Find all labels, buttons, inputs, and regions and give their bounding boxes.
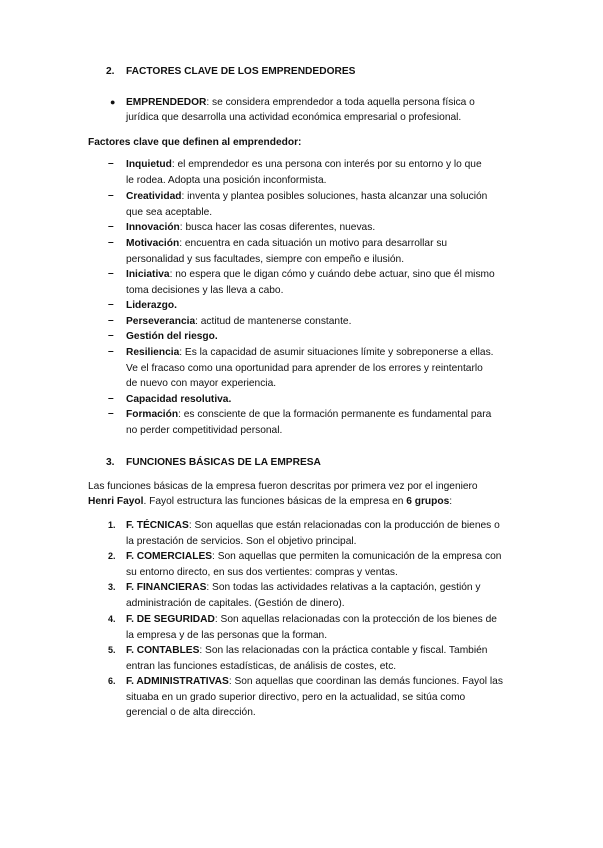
function-number: 6. — [108, 676, 116, 686]
function-term: F. ADMINISTRATIVAS — [126, 676, 229, 687]
factor-line — [126, 237, 447, 250]
bullet-icon: ● — [110, 97, 116, 107]
dash-bullet: – — [108, 299, 114, 310]
functions-intro-line-2 — [88, 495, 452, 508]
function-line — [126, 660, 396, 673]
factor-line — [126, 299, 177, 312]
section-number: 3. — [106, 457, 115, 468]
function-line — [126, 581, 480, 594]
emprendedor-term: EMPRENDEDOR — [126, 97, 207, 108]
factor-text: : es consciente de que la formación permanente es fundamental para — [178, 409, 492, 420]
dash-bullet: – — [108, 393, 114, 404]
factor-term: Gestión del riesgo. — [126, 331, 218, 342]
function-number: 3. — [108, 582, 116, 592]
dash-bullet: – — [108, 221, 114, 232]
factor-line — [126, 362, 483, 375]
dash-bullet: – — [108, 158, 114, 169]
factor-term: Formación — [126, 409, 179, 420]
function-line — [126, 566, 398, 579]
section-title: FACTORES CLAVE DE LOS EMPRENDEDORES — [126, 66, 356, 77]
function-term: F. TÉCNICAS — [126, 520, 189, 531]
function-text: administración de capitales. (Gestión de dinero). — [126, 597, 345, 609]
factor-text: : inventa y plantea posibles soluciones, hasta alcanzar una solución — [181, 191, 488, 202]
factor-text: no perder competitividad personal. — [126, 424, 283, 436]
section-title: FUNCIONES BÁSICAS DE LA EMPRESA — [126, 457, 321, 468]
factor-term: Creatividad — [126, 191, 182, 202]
intro-text: Las funciones básicas de la empresa fueron descritas por primera vez por el ingeniero — [88, 481, 478, 492]
factor-text: : busca hacer las cosas diferentes, nuevas. — [179, 222, 376, 233]
function-number: 2. — [108, 551, 116, 561]
factor-text: : actitud de mantenerse constante. — [195, 316, 352, 327]
factor-line — [126, 315, 351, 328]
six-groups: 6 grupos — [406, 496, 450, 507]
factor-line — [126, 174, 326, 187]
factor-text: : Es la capacidad de asumir situaciones límite y sobreponerse a ellas. — [179, 347, 494, 358]
factor-text: le rodea. Adopta una posición inconformista. — [126, 174, 327, 186]
dash-bullet: – — [108, 330, 114, 341]
factor-term: Iniciativa — [126, 269, 170, 280]
factor-line — [126, 190, 487, 203]
function-line — [126, 675, 503, 688]
intro-text-mid: . Fayol estructura las funciones básicas de la empresa en — [143, 496, 407, 507]
function-text: situaba en un grado superior directivo, pero en la actualidad, se sitúa como — [126, 691, 466, 703]
factor-line — [126, 221, 375, 234]
function-line — [126, 613, 497, 626]
factor-text: que sea aceptable. — [126, 206, 213, 218]
function-line — [126, 519, 500, 532]
factor-line — [126, 206, 212, 219]
factor-line — [126, 424, 282, 437]
function-line — [126, 597, 345, 610]
function-text: gerencial o de alta dirección. — [126, 707, 256, 718]
emprendedor-definition-line-1 — [126, 96, 475, 109]
intro-colon: : — [449, 496, 453, 507]
function-text: entran las funciones estadísticas, de análisis de costes, etc. — [126, 660, 397, 672]
factor-term: Liderazgo. — [126, 300, 177, 311]
factor-text: de nuevo con mayor experiencia. — [126, 378, 277, 389]
factor-line — [126, 268, 495, 281]
factor-line — [126, 158, 482, 171]
function-text: : Son las relacionadas con la práctica contable y fiscal. También — [199, 645, 488, 656]
function-text: : Son todas las actividades relativas a la captación, gestión y — [206, 582, 481, 593]
factor-text: : encuentra en cada situación un motivo para desarrollar su — [179, 238, 448, 249]
factor-line — [126, 408, 491, 421]
factor-line — [126, 346, 494, 359]
function-line — [126, 550, 501, 563]
function-text: : Son aquellas relacionadas con la protección de los bienes de — [214, 614, 497, 625]
function-term: F. COMERCIALES — [126, 551, 213, 562]
factor-text: Ve el fracaso como una oportunidad para aprender de los errores y reintentarlo — [126, 362, 483, 374]
function-text: : Son aquellas que permiten la comunicación de la empresa con — [212, 551, 502, 562]
factor-term: Innovación — [126, 222, 180, 233]
factors-subtitle: Factores clave que definen al emprendedor: — [88, 137, 302, 148]
dash-bullet: – — [108, 268, 114, 279]
function-line — [126, 629, 327, 642]
factor-line — [126, 377, 276, 390]
function-text: : Son aquellas que están relacionadas con la producción de bienes o — [188, 520, 500, 531]
dash-bullet: – — [108, 237, 114, 248]
function-number: 1. — [108, 520, 116, 530]
dash-bullet: – — [108, 408, 114, 419]
factor-text: : el emprendedor es una persona con interés por su entorno y lo que — [171, 159, 482, 170]
function-text: : Son aquellas que coordinan las demás funciones. Fayol las — [228, 676, 503, 687]
section-2-heading — [106, 66, 355, 77]
emprendedor-text: : se considera emprendedor a toda aquella persona física o — [206, 97, 475, 108]
function-text: la prestación de servicios. Son el objetivo principal. — [126, 535, 357, 547]
dash-bullet: – — [108, 346, 114, 357]
function-term: F. FINANCIERAS — [126, 582, 207, 593]
section-3-heading — [106, 457, 321, 468]
section-number: 2. — [106, 66, 115, 77]
factor-term: Perseverancia — [126, 316, 196, 327]
function-term: F. CONTABLES — [126, 645, 200, 656]
function-line — [126, 691, 465, 704]
factor-term: Capacidad resolutiva. — [126, 394, 232, 405]
factor-text: personalidad y sus facultades, siempre con empeño e ilusión. — [126, 253, 405, 265]
factor-term: Motivación — [126, 238, 180, 249]
factor-term: Inquietud — [126, 159, 172, 170]
dash-bullet: – — [108, 315, 114, 326]
function-line — [126, 535, 356, 548]
factor-text: toma decisiones y las lleva a cabo. — [126, 284, 284, 296]
fayol-name: Henri Fayol — [88, 496, 144, 507]
function-line — [126, 706, 256, 719]
factor-term: Resiliencia — [126, 347, 180, 358]
factor-line — [126, 330, 218, 343]
factor-text: : no espera que le digan cómo y cuándo debe actuar, sino que él mismo — [169, 269, 495, 280]
factor-line — [126, 253, 404, 266]
factor-line — [126, 393, 231, 406]
factor-line — [126, 284, 283, 297]
function-number: 4. — [108, 614, 116, 624]
emprendedor-definition-line-2: jurídica que desarrolla una actividad económica empresarial o profesional. — [126, 112, 462, 123]
functions-intro-line-1 — [88, 480, 516, 493]
function-text: la empresa y de las personas que la forman. — [126, 629, 328, 641]
function-number: 5. — [108, 645, 116, 655]
function-line — [126, 644, 487, 657]
dash-bullet: – — [108, 190, 114, 201]
function-text: su entorno directo, en sus dos vertientes: compras y ventas. — [126, 566, 398, 578]
function-term: F. DE SEGURIDAD — [126, 614, 215, 625]
